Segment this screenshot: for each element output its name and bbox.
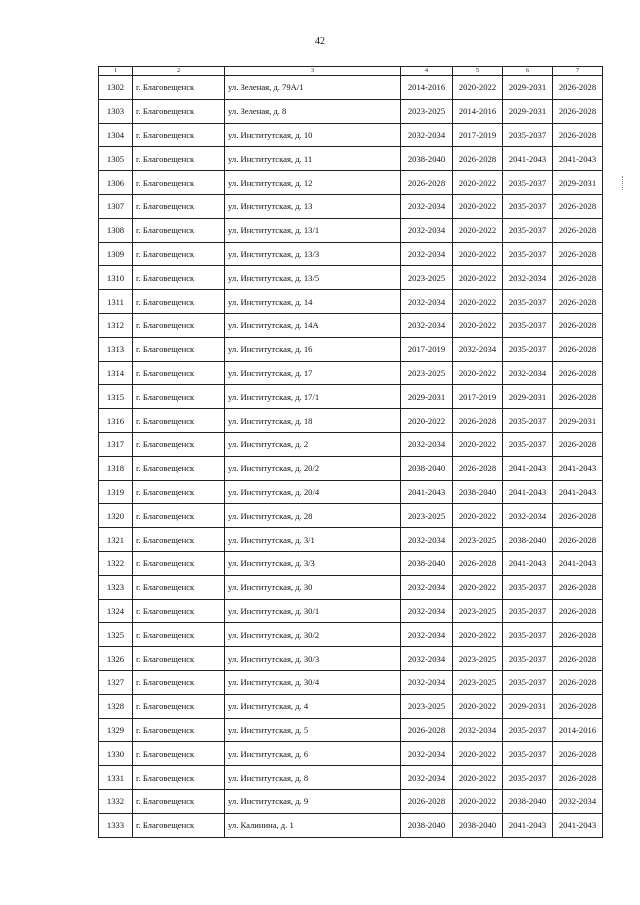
period-cell: 2032-2034	[503, 504, 553, 528]
period-cell: 2035-2037	[503, 123, 553, 147]
city-cell: г. Благовещенск	[133, 99, 225, 123]
period-cell: 2023-2025	[453, 528, 503, 552]
table-row	[99, 290, 603, 314]
period-cell: 2020-2022	[453, 575, 503, 599]
table-row	[99, 409, 603, 433]
address-cell: ул. Институтская, д. 4	[225, 694, 401, 718]
city-cell: г. Благовещенск	[133, 670, 225, 694]
period-cell: 2026-2028	[453, 551, 503, 575]
period-cell: 2035-2037	[503, 718, 553, 742]
city-cell: г. Благовещенск	[133, 742, 225, 766]
address-cell: ул. Институтская, д. 13/5	[225, 266, 401, 290]
period-cell: 2026-2028	[453, 456, 503, 480]
row-number-cell: 1316	[99, 409, 133, 433]
period-cell: 2026-2028	[453, 147, 503, 171]
row-number-cell: 1326	[99, 647, 133, 671]
table-row	[99, 528, 603, 552]
period-cell: 2026-2028	[553, 99, 603, 123]
period-cell: 2026-2028	[553, 385, 603, 409]
period-cell: 2023-2025	[401, 266, 453, 290]
period-cell: 2023-2025	[453, 647, 503, 671]
row-number-cell: 1332	[99, 789, 133, 813]
period-cell: 2026-2028	[401, 789, 453, 813]
table-row	[99, 480, 603, 504]
period-cell: 2026-2028	[553, 670, 603, 694]
address-cell: ул. Институтская, д. 12	[225, 171, 401, 195]
period-cell: 2020-2022	[453, 266, 503, 290]
address-cell: ул. Зеленая, д. 8	[225, 99, 401, 123]
period-cell: 2035-2037	[503, 670, 553, 694]
address-cell: ул. Институтская, д. 6	[225, 742, 401, 766]
period-cell: 2032-2034	[401, 218, 453, 242]
row-number-cell: 1321	[99, 528, 133, 552]
address-cell: ул. Институтская, д. 9	[225, 789, 401, 813]
period-cell: 2023-2025	[401, 99, 453, 123]
period-cell: 2041-2043	[553, 551, 603, 575]
address-cell: ул. Институтская, д. 13	[225, 194, 401, 218]
period-cell: 2020-2022	[453, 218, 503, 242]
header-col-5-period: 5	[453, 67, 503, 76]
period-cell: 2023-2025	[453, 670, 503, 694]
city-cell: г. Благовещенск	[133, 218, 225, 242]
period-cell: 2026-2028	[553, 599, 603, 623]
period-cell: 2041-2043	[503, 813, 553, 837]
row-number-cell: 1322	[99, 551, 133, 575]
row-number-cell: 1318	[99, 456, 133, 480]
period-cell: 2026-2028	[553, 694, 603, 718]
period-cell: 2026-2028	[553, 361, 603, 385]
address-cell: ул. Институтская, д. 20/4	[225, 480, 401, 504]
city-cell: г. Благовещенск	[133, 694, 225, 718]
row-number-cell: 1302	[99, 76, 133, 100]
period-cell: 2038-2040	[401, 813, 453, 837]
address-cell: ул. Институтская, д. 14А	[225, 313, 401, 337]
table-row	[99, 337, 603, 361]
table-row	[99, 385, 603, 409]
period-cell: 2032-2034	[401, 242, 453, 266]
row-number-cell: 1311	[99, 290, 133, 314]
period-cell: 2020-2022	[401, 409, 453, 433]
period-cell: 2020-2022	[453, 742, 503, 766]
table-row	[99, 623, 603, 647]
period-cell: 2020-2022	[453, 242, 503, 266]
period-cell: 2041-2043	[553, 147, 603, 171]
city-cell: г. Благовещенск	[133, 123, 225, 147]
row-number-cell: 1324	[99, 599, 133, 623]
city-cell: г. Благовещенск	[133, 575, 225, 599]
period-cell: 2026-2028	[453, 409, 503, 433]
row-number-cell: 1328	[99, 694, 133, 718]
period-cell: 2023-2025	[453, 599, 503, 623]
city-cell: г. Благовещенск	[133, 813, 225, 837]
period-cell: 2035-2037	[503, 242, 553, 266]
period-cell: 2026-2028	[553, 337, 603, 361]
period-cell: 2026-2028	[553, 76, 603, 100]
city-cell: г. Благовещенск	[133, 551, 225, 575]
period-cell: 2032-2034	[453, 337, 503, 361]
table-row	[99, 670, 603, 694]
period-cell: 2041-2043	[503, 147, 553, 171]
address-cell: ул. Институтская, д. 17/1	[225, 385, 401, 409]
row-number-cell: 1330	[99, 742, 133, 766]
row-number-cell: 1313	[99, 337, 133, 361]
row-number-cell: 1314	[99, 361, 133, 385]
period-cell: 2026-2028	[553, 194, 603, 218]
period-cell: 2032-2034	[401, 623, 453, 647]
table-row	[99, 456, 603, 480]
table-row	[99, 76, 603, 100]
city-cell: г. Благовещенск	[133, 337, 225, 361]
header-col-1-number: 1	[99, 67, 133, 76]
period-cell: 2026-2028	[553, 575, 603, 599]
header-col-3-address: 3	[225, 67, 401, 76]
row-number-cell: 1310	[99, 266, 133, 290]
city-cell: г. Благовещенск	[133, 385, 225, 409]
period-cell: 2041-2043	[503, 551, 553, 575]
address-cell: ул. Институтская, д. 13/1	[225, 218, 401, 242]
row-number-cell: 1333	[99, 813, 133, 837]
city-cell: г. Благовещенск	[133, 409, 225, 433]
city-cell: г. Благовещенск	[133, 432, 225, 456]
period-cell: 2026-2028	[553, 290, 603, 314]
address-cell: ул. Институтская, д. 11	[225, 147, 401, 171]
registry-table	[98, 66, 603, 838]
header-col-7-period: 7	[553, 67, 603, 76]
table-row	[99, 718, 603, 742]
table-row	[99, 551, 603, 575]
period-cell: 2023-2025	[401, 504, 453, 528]
period-cell: 2038-2040	[401, 551, 453, 575]
city-cell: г. Благовещенск	[133, 647, 225, 671]
city-cell: г. Благовещенск	[133, 171, 225, 195]
address-cell: ул. Институтская, д. 2	[225, 432, 401, 456]
scan-artifact	[622, 176, 627, 190]
table-row	[99, 194, 603, 218]
city-cell: г. Благовещенск	[133, 456, 225, 480]
period-cell: 2035-2037	[503, 290, 553, 314]
period-cell: 2023-2025	[401, 361, 453, 385]
page-number: 42	[315, 36, 325, 47]
address-cell: ул. Институтская, д. 10	[225, 123, 401, 147]
table-row	[99, 766, 603, 790]
table-row	[99, 647, 603, 671]
period-cell: 2035-2037	[503, 742, 553, 766]
row-number-cell: 1303	[99, 99, 133, 123]
row-number-cell: 1312	[99, 313, 133, 337]
city-cell: г. Благовещенск	[133, 766, 225, 790]
address-cell: ул. Институтская, д. 3/1	[225, 528, 401, 552]
city-cell: г. Благовещенск	[133, 242, 225, 266]
period-cell: 2020-2022	[453, 432, 503, 456]
period-cell: 2026-2028	[553, 242, 603, 266]
period-cell: 2026-2028	[401, 718, 453, 742]
address-cell: ул. Институтская, д. 3/3	[225, 551, 401, 575]
table-row	[99, 99, 603, 123]
row-number-cell: 1308	[99, 218, 133, 242]
period-cell: 2020-2022	[453, 766, 503, 790]
address-cell: ул. Институтская, д. 17	[225, 361, 401, 385]
row-number-cell: 1315	[99, 385, 133, 409]
city-cell: г. Благовещенск	[133, 147, 225, 171]
row-number-cell: 1304	[99, 123, 133, 147]
period-cell: 2017-2019	[401, 337, 453, 361]
period-cell: 2038-2040	[453, 813, 503, 837]
period-cell: 2026-2028	[553, 432, 603, 456]
row-number-cell: 1319	[99, 480, 133, 504]
city-cell: г. Благовещенск	[133, 361, 225, 385]
period-cell: 2026-2028	[553, 266, 603, 290]
period-cell: 2032-2034	[401, 647, 453, 671]
address-cell: ул. Институтская, д. 5	[225, 718, 401, 742]
period-cell: 2035-2037	[503, 599, 553, 623]
address-cell: ул. Институтская, д. 30/1	[225, 599, 401, 623]
period-cell: 2014-2016	[401, 76, 453, 100]
address-cell: ул. Институтская, д. 30/3	[225, 647, 401, 671]
row-number-cell: 1329	[99, 718, 133, 742]
row-number-cell: 1325	[99, 623, 133, 647]
period-cell: 2032-2034	[401, 194, 453, 218]
period-cell: 2032-2034	[401, 742, 453, 766]
period-cell: 2020-2022	[453, 76, 503, 100]
period-cell: 2032-2034	[401, 290, 453, 314]
period-cell: 2017-2019	[453, 385, 503, 409]
address-cell: ул. Институтская, д. 30/4	[225, 670, 401, 694]
period-cell: 2029-2031	[401, 385, 453, 409]
city-cell: г. Благовещенск	[133, 194, 225, 218]
address-cell: ул. Институтская, д. 18	[225, 409, 401, 433]
table-row	[99, 242, 603, 266]
table-row	[99, 361, 603, 385]
period-cell: 2020-2022	[453, 290, 503, 314]
period-cell: 2032-2034	[401, 123, 453, 147]
period-cell: 2038-2040	[401, 147, 453, 171]
table-row	[99, 313, 603, 337]
period-cell: 2032-2034	[401, 670, 453, 694]
address-cell: ул. Институтская, д. 30/2	[225, 623, 401, 647]
period-cell: 2035-2037	[503, 171, 553, 195]
period-cell: 2029-2031	[503, 385, 553, 409]
row-number-cell: 1307	[99, 194, 133, 218]
period-cell: 2032-2034	[401, 575, 453, 599]
period-cell: 2035-2037	[503, 313, 553, 337]
period-cell: 2026-2028	[553, 504, 603, 528]
period-cell: 2038-2040	[401, 456, 453, 480]
period-cell: 2041-2043	[553, 480, 603, 504]
period-cell: 2026-2028	[553, 623, 603, 647]
city-cell: г. Благовещенск	[133, 266, 225, 290]
period-cell: 2032-2034	[503, 361, 553, 385]
period-cell: 2035-2037	[503, 337, 553, 361]
period-cell: 2035-2037	[503, 766, 553, 790]
table-row	[99, 694, 603, 718]
period-cell: 2026-2028	[553, 528, 603, 552]
period-cell: 2020-2022	[453, 194, 503, 218]
period-cell: 2026-2028	[553, 123, 603, 147]
period-cell: 2029-2031	[553, 171, 603, 195]
table-row	[99, 813, 603, 837]
header-col-6-period: 6	[503, 67, 553, 76]
table-row	[99, 742, 603, 766]
table-row	[99, 171, 603, 195]
period-cell: 2035-2037	[503, 218, 553, 242]
table-row	[99, 575, 603, 599]
period-cell: 2026-2028	[553, 218, 603, 242]
table-row	[99, 599, 603, 623]
period-cell: 2032-2034	[503, 266, 553, 290]
period-cell: 2029-2031	[553, 409, 603, 433]
period-cell: 2020-2022	[453, 504, 503, 528]
city-cell: г. Благовещенск	[133, 504, 225, 528]
column-number-header-row	[99, 67, 603, 76]
table-row	[99, 218, 603, 242]
period-cell: 2020-2022	[453, 361, 503, 385]
period-cell: 2041-2043	[401, 480, 453, 504]
period-cell: 2032-2034	[401, 599, 453, 623]
period-cell: 2038-2040	[453, 480, 503, 504]
address-cell: ул. Калинина, д. 1	[225, 813, 401, 837]
period-cell: 2029-2031	[503, 694, 553, 718]
table-row	[99, 266, 603, 290]
period-cell: 2020-2022	[453, 313, 503, 337]
period-cell: 2041-2043	[553, 456, 603, 480]
period-cell: 2020-2022	[453, 694, 503, 718]
period-cell: 2032-2034	[453, 718, 503, 742]
period-cell: 2038-2040	[503, 528, 553, 552]
period-cell: 2020-2022	[453, 623, 503, 647]
address-cell: ул. Институтская, д. 8	[225, 766, 401, 790]
table-body	[99, 76, 603, 838]
row-number-cell: 1305	[99, 147, 133, 171]
table-row	[99, 789, 603, 813]
header-col-2-city: 2	[133, 67, 225, 76]
period-cell: 2026-2028	[401, 171, 453, 195]
period-cell: 2026-2028	[553, 313, 603, 337]
period-cell: 2032-2034	[401, 432, 453, 456]
period-cell: 2020-2022	[453, 171, 503, 195]
city-cell: г. Благовещенск	[133, 313, 225, 337]
period-cell: 2035-2037	[503, 575, 553, 599]
city-cell: г. Благовещенск	[133, 480, 225, 504]
city-cell: г. Благовещенск	[133, 623, 225, 647]
row-number-cell: 1309	[99, 242, 133, 266]
address-cell: ул. Институтская, д. 20/2	[225, 456, 401, 480]
address-cell: ул. Институтская, д. 30	[225, 575, 401, 599]
period-cell: 2035-2037	[503, 194, 553, 218]
address-cell: ул. Институтская, д. 28	[225, 504, 401, 528]
period-cell: 2032-2034	[401, 528, 453, 552]
city-cell: г. Благовещенск	[133, 528, 225, 552]
address-cell: ул. Зеленая, д. 79А/1	[225, 76, 401, 100]
city-cell: г. Благовещенск	[133, 789, 225, 813]
period-cell: 2035-2037	[503, 409, 553, 433]
row-number-cell: 1306	[99, 171, 133, 195]
period-cell: 2041-2043	[503, 456, 553, 480]
period-cell: 2032-2034	[401, 313, 453, 337]
row-number-cell: 1327	[99, 670, 133, 694]
period-cell: 2017-2019	[453, 123, 503, 147]
period-cell: 2035-2037	[503, 432, 553, 456]
row-number-cell: 1323	[99, 575, 133, 599]
row-number-cell: 1317	[99, 432, 133, 456]
period-cell: 2029-2031	[503, 76, 553, 100]
row-number-cell: 1320	[99, 504, 133, 528]
period-cell: 2014-2016	[453, 99, 503, 123]
table-row	[99, 504, 603, 528]
period-cell: 2035-2037	[503, 647, 553, 671]
row-number-cell: 1331	[99, 766, 133, 790]
header-col-4-period: 4	[401, 67, 453, 76]
period-cell: 2020-2022	[453, 789, 503, 813]
table-row	[99, 432, 603, 456]
city-cell: г. Благовещенск	[133, 718, 225, 742]
city-cell: г. Благовещенск	[133, 290, 225, 314]
period-cell: 2041-2043	[503, 480, 553, 504]
period-cell: 2032-2034	[553, 789, 603, 813]
city-cell: г. Благовещенск	[133, 76, 225, 100]
address-cell: ул. Институтская, д. 13/3	[225, 242, 401, 266]
period-cell: 2014-2016	[553, 718, 603, 742]
address-cell: ул. Институтская, д. 16	[225, 337, 401, 361]
city-cell: г. Благовещенск	[133, 599, 225, 623]
table-row	[99, 147, 603, 171]
address-cell: ул. Институтская, д. 14	[225, 290, 401, 314]
period-cell: 2032-2034	[401, 766, 453, 790]
period-cell: 2026-2028	[553, 742, 603, 766]
period-cell: 2023-2025	[401, 694, 453, 718]
period-cell: 2035-2037	[503, 623, 553, 647]
table-row	[99, 123, 603, 147]
period-cell: 2026-2028	[553, 647, 603, 671]
period-cell: 2041-2043	[553, 813, 603, 837]
period-cell: 2026-2028	[553, 766, 603, 790]
period-cell: 2029-2031	[503, 99, 553, 123]
period-cell: 2038-2040	[503, 789, 553, 813]
